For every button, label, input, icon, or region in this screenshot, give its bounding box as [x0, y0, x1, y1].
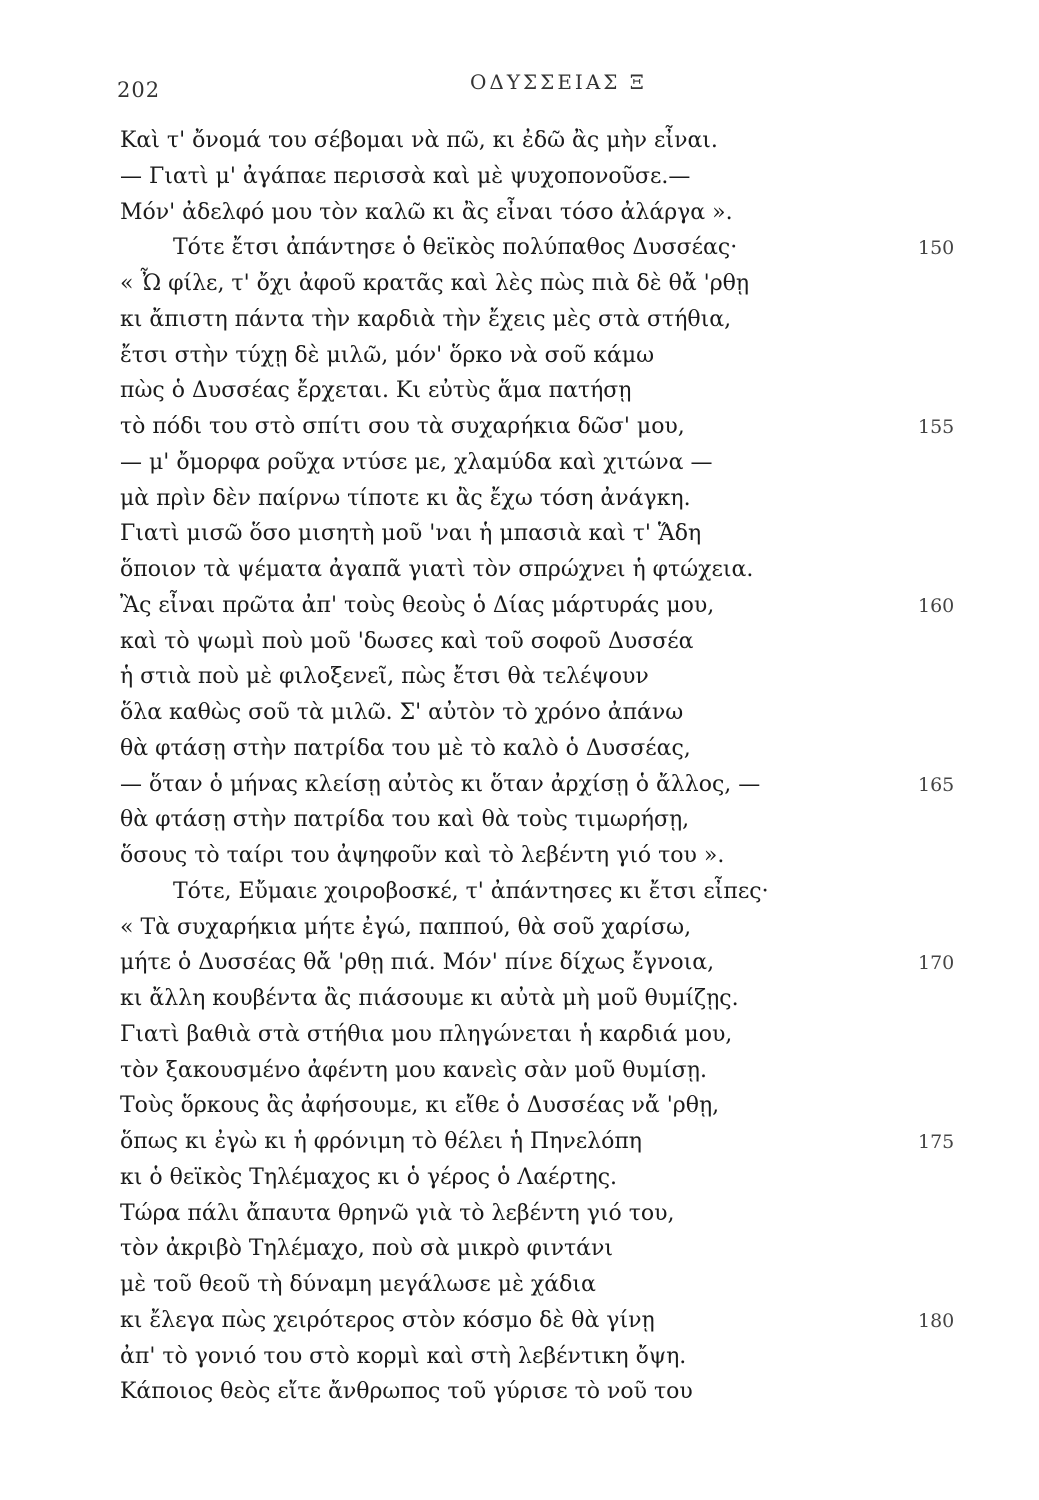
verse-text: Γιατὶ μισῶ ὅσο μισητὴ μοῦ 'ναι ἡ μπασιὰ καὶ τ' Ἅδη: [120, 521, 702, 547]
verse-line: [0, 162, 1039, 198]
verse-line: [0, 948, 1039, 984]
verse-text: κι ἄλλη κουβέντα ἂς πιάσουμε κι αὐτὰ μὴ μοῦ θυμίζῃς.: [120, 986, 739, 1011]
verse-text: — μ' ὄμορφα ροῦχα ντύσε με, χλαμύδα καὶ χιτώνα —: [120, 449, 713, 475]
verse-line: [0, 984, 1039, 1020]
verse-text: Τότε, Εὔμαιε χοιροβοσκέ, τ' ἀπάντησες κι ἔτσι εἶπες·: [173, 878, 769, 904]
verse-text: ὅσους τὸ ταίρι του ἀψηφοῦν καὶ τὸ λεβέντη γιό του ».: [120, 843, 725, 868]
verse-text: Κάποιος θεὸς εἴτε ἄνθρωπος τοῦ γύρισε τὸ νοῦ του: [120, 1379, 693, 1405]
verse-line: [0, 412, 1039, 448]
verse-text: μήτε ὁ Δυσσέας θἄ 'ρθῃ πιά. Μόν' πίνε δίχως ἔγνοια,: [120, 950, 715, 976]
verse-text: ὅποιον τὰ ψέματα ἀγαπᾶ γιατὶ τὸν σπρώχνει ἡ φτώχεια.: [120, 557, 754, 582]
verse-line: [0, 233, 1039, 269]
verse-line: [0, 1091, 1039, 1127]
verse-text: τὸν ξακουσμένο ἀφέντη μου κανεὶς σὰν μοῦ θυμίσῃ.: [120, 1057, 707, 1083]
page-header: [0, 68, 1039, 108]
verse-text: μὲ τοῦ θεοῦ τὴ δύναμη μεγάλωσε μὲ χάδια: [120, 1272, 596, 1297]
verse-text: κι ἄπιστη πάντα τὴν καρδιὰ τὴν ἔχεις μὲς στὰ στήθια,: [120, 306, 732, 332]
verse-text: Ἂς εἶναι πρῶτα ἀπ' τοὺς θεοὺς ὁ Δίας μάρτυράς μου,: [120, 592, 715, 618]
line-number: 175: [918, 1131, 955, 1153]
verse-text: Καὶ τ' ὄνομά του σέβομαι νὰ πῶ, κι ἐδῶ ἂς μὴν εἶναι.: [120, 128, 718, 153]
running-title: ΟΔΥΣΣΕΙΑΣ Ξ: [470, 70, 647, 94]
verse-line: [0, 1056, 1039, 1092]
verse-text: ἔτσι στὴν τύχῃ δὲ μιλῶ, μόν' ὅρκο νὰ σοῦ κάμω: [120, 342, 655, 368]
verse-text: τὸν ἀκριβὸ Τηλέμαχο, ποὺ σὰ μικρὸ φιντάνι: [120, 1236, 614, 1262]
verse-line: [0, 1342, 1039, 1378]
verse-line: [0, 519, 1039, 555]
verse-text: τὸ πόδι του στὸ σπίτι σου τὰ συχαρήκια δῶσ' μου,: [120, 414, 685, 439]
verse-text: πὼς ὁ Δυσσέας ἔρχεται. Κι εὐτὺς ἅμα πατήσῃ: [120, 378, 632, 404]
verse-text: Τότε ἔτσι ἀπάντησε ὁ θεϊκὸς πολύπαθος Δυσσέας·: [173, 235, 738, 261]
page-number: 202: [117, 78, 161, 102]
verse-line: [0, 913, 1039, 949]
verse-line: [0, 841, 1039, 877]
line-number: 180: [918, 1309, 955, 1332]
verse-line: [0, 376, 1039, 412]
verse-line: [0, 1020, 1039, 1056]
verse-text: « Τὰ συχαρήκια μήτε ἐγώ, παππού, θὰ σοῦ χαρίσω,: [120, 914, 692, 940]
line-number: 150: [918, 237, 955, 260]
verse-text: Μόν' ἀδελφό μου τὸν καλῶ κι ἂς εἶναι τόσο ἀλάργα ».: [120, 199, 733, 225]
verse-line: [0, 591, 1039, 627]
verse-text: ἡ στιὰ ποὺ μὲ φιλοξενεῖ, πὼς ἔτσι θὰ τελέψουν: [120, 664, 649, 690]
verse-line: [0, 662, 1039, 698]
verse-line: [0, 877, 1039, 913]
verse-text: Τώρα πάλι ἄπαυτα θρηνῶ γιὰ τὸ λεβέντη γιό του,: [120, 1200, 675, 1226]
verse-line: [0, 698, 1039, 734]
verse-text: ὅπως κι ἐγὼ κι ἡ φρόνιμη τὸ θέλει ἡ Πηνελόπη: [120, 1129, 642, 1154]
verse-line: [0, 1270, 1039, 1306]
line-number: 155: [918, 416, 955, 438]
verse-text: κι ὁ θεϊκὸς Τηλέμαχος κι ὁ γέρος ὁ Λαέρτης.: [120, 1164, 618, 1190]
verse-text: κι ἔλεγα πὼς χειρότερος στὸν κόσμο δὲ θὰ γίνῃ: [120, 1307, 655, 1333]
verse-line: [0, 805, 1039, 841]
line-number: 165: [918, 773, 955, 796]
line-number: 160: [918, 594, 955, 617]
verse-line: [0, 555, 1039, 591]
verse-line: [0, 269, 1039, 305]
verse-line: [0, 627, 1039, 663]
verse-text: Τοὺς ὅρκους ἂς ἀφήσουμε, κι εἴθε ὁ Δυσσέας νἄ 'ρθῃ,: [120, 1093, 720, 1119]
verse-text: — ὅταν ὁ μήνας κλείσῃ αὐτὸς κι ὅταν ἀρχίσῃ ὁ ἄλλος, —: [120, 771, 761, 797]
verse-text: καὶ τὸ ψωμὶ ποὺ μοῦ 'δωσες καὶ τοῦ σοφοῦ Δυσσέα: [120, 628, 694, 654]
verse-line: [0, 770, 1039, 806]
verse-line: [0, 448, 1039, 484]
verse-line: [0, 1234, 1039, 1270]
verse-text: μὰ πρὶν δὲν παίρνω τίποτε κι ἂς ἔχω τόση ἀνάγκη.: [120, 485, 691, 511]
verse-line: [0, 1163, 1039, 1199]
verse-line: [0, 484, 1039, 520]
verse-line: [0, 1306, 1039, 1342]
verse-line: [0, 1127, 1039, 1163]
verse-text: ὅλα καθὼς σοῦ τὰ μιλῶ. Σ' αὐτὸν τὸ χρόνο ἀπάνω: [120, 700, 684, 725]
verse-block: [0, 126, 1039, 1413]
verse-line: [0, 734, 1039, 770]
verse-line: [0, 198, 1039, 234]
verse-text: θὰ φτάσῃ στὴν πατρίδα του μὲ τὸ καλὸ ὁ Δυσσέας,: [120, 735, 691, 761]
verse-line: [0, 1377, 1039, 1413]
verse-line: [0, 341, 1039, 377]
verse-text: — Γιατὶ μ' ἀγάπαε περισσὰ καὶ μὲ ψυχοπονοῦσε.—: [120, 163, 691, 189]
verse-line: [0, 1199, 1039, 1235]
verse-text: θὰ φτάσῃ στὴν πατρίδα του καὶ θὰ τοὺς τιμωρήσῃ,: [120, 807, 690, 833]
line-number: 170: [918, 952, 955, 975]
verse-line: [0, 305, 1039, 341]
verse-text: « Ὦ φίλε, τ' ὄχι ἀφοῦ κρατᾶς καὶ λὲς πὼς πιὰ δὲ θἄ 'ρθῃ: [120, 271, 750, 296]
verse-text: ἀπ' τὸ γονιό του στὸ κορμὶ καὶ στὴ λεβέντικη ὄψη.: [120, 1343, 687, 1369]
verse-line: [0, 126, 1039, 162]
verse-text: Γιατὶ βαθιὰ στὰ στήθια μου πληγώνεται ἡ καρδιά μου,: [120, 1021, 733, 1047]
